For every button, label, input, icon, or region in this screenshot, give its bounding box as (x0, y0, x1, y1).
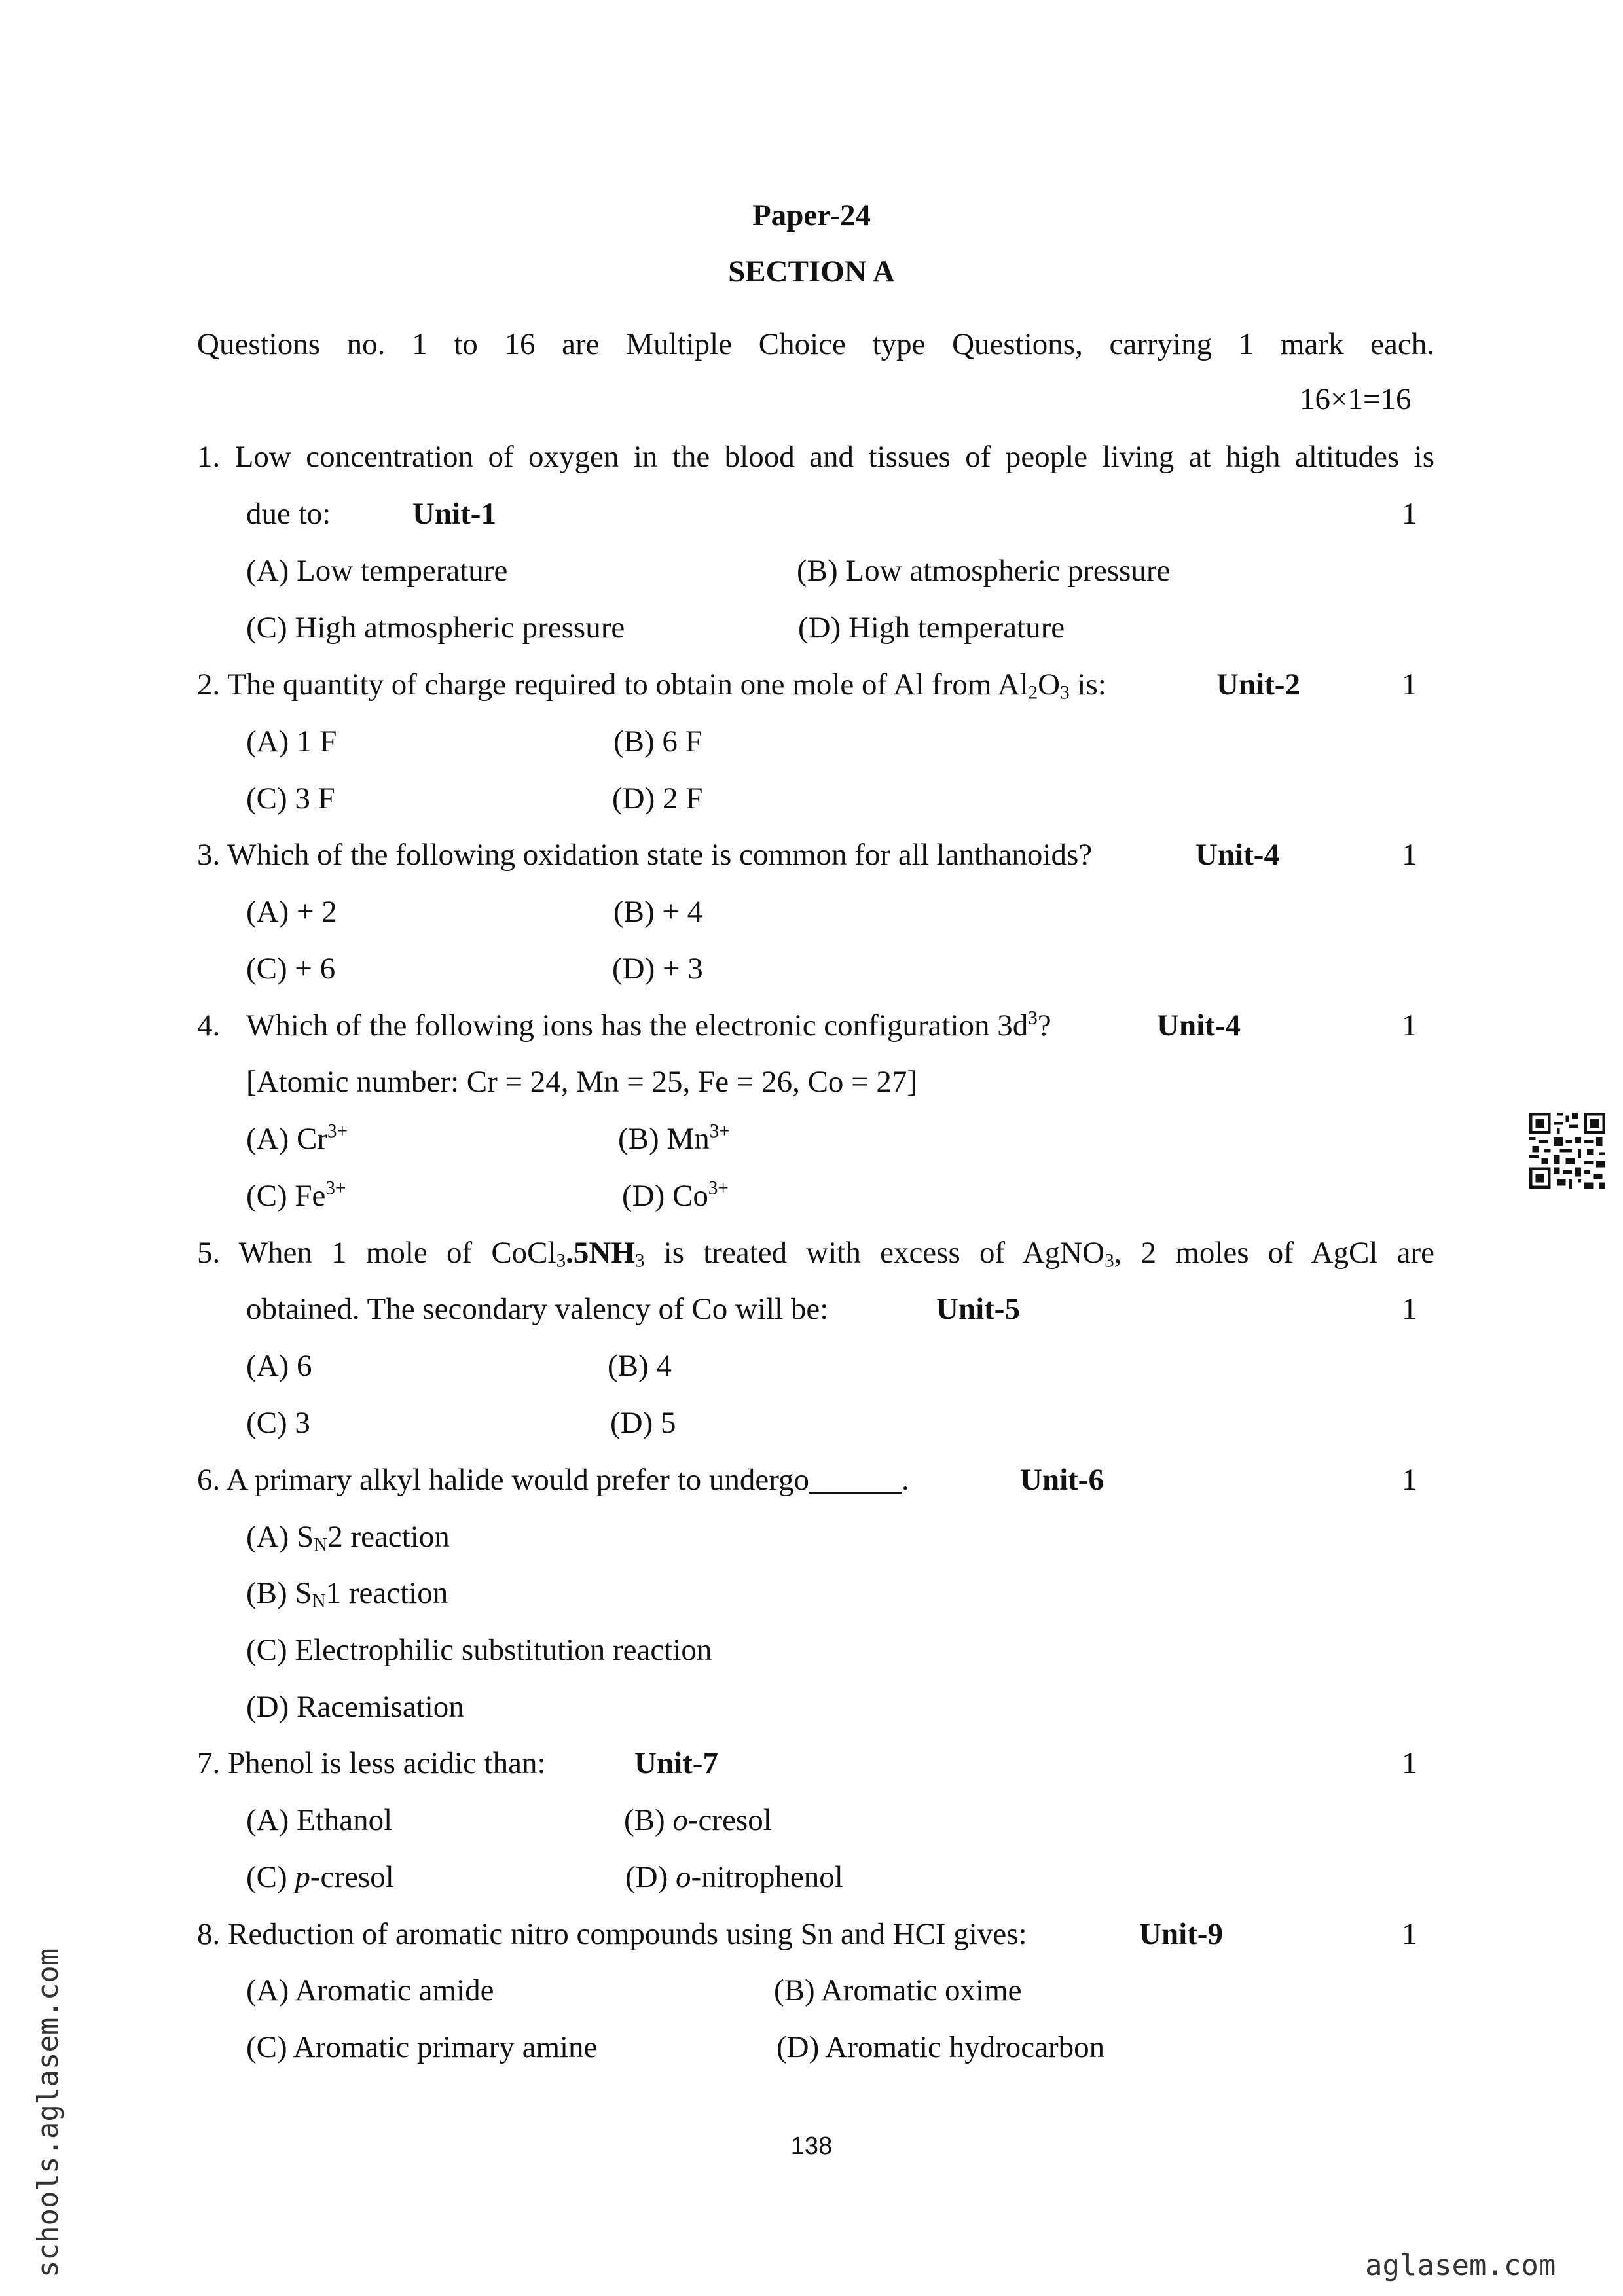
question-5-line2: obtained. The secondary valency of Co will be: (246, 1292, 829, 1326)
unit-label: Unit-2 (1216, 668, 1300, 702)
option-b: (B) + 4 (613, 895, 703, 929)
marks: 1 (1402, 1009, 1417, 1043)
question-7: 7. Phenol is less acidic than: (197, 1746, 546, 1780)
option-c: (C) High atmospheric pressure (246, 611, 625, 645)
question-2: 2. The quantity of charge required to obtain one mole of Al from $Al_2O_3$ is: (197, 668, 1106, 704)
question-3: 3. Which of the following oxidation state is common for all lanthanoids? (197, 838, 1093, 872)
marks: 1 (1402, 1746, 1417, 1780)
instructions-text: Questions no. 1 to 16 are Multiple Choice type Questions, carrying 1 mark each. (197, 327, 1434, 361)
marks: 1 (1402, 497, 1417, 531)
question-4: Which of the following ions has the electronic configuration $3d^3$? (246, 1007, 1051, 1043)
option-b: (B) $Mn^{3+}$ (618, 1121, 730, 1156)
option-b: (B) 4 (608, 1349, 672, 1383)
question-4-line2: [Atomic number: Cr = 24, Mn = 25, Fe = 26, Co = 27] (246, 1065, 918, 1099)
qr-code-icon (1529, 1113, 1605, 1189)
question-4-number: 4. (197, 1009, 221, 1043)
option-a: (A) 1 F (246, 725, 337, 759)
option-c: (C) 3 (246, 1406, 310, 1440)
option-c: (C) p-cresol (246, 1860, 394, 1894)
marks-total: 16×1=16 (1300, 382, 1412, 416)
option-c: (C) Aromatic primary amine (246, 2030, 598, 2064)
option-b: (B) Aromatic oxime (774, 1973, 1022, 2007)
unit-label: Unit-5 (936, 1292, 1020, 1326)
option-a: (A) Aromatic amide (246, 1973, 494, 2007)
option-b: (B) Low atmospheric pressure (797, 554, 1171, 588)
option-c: (C) $Fe^{3+}$ (246, 1177, 346, 1213)
side-watermark: schools.aglasem.com (31, 1948, 65, 2278)
option-c: (C) 3 F (246, 781, 335, 816)
option-b: (B) o-cresol (624, 1803, 772, 1837)
option-b: (B) 6 F (613, 725, 702, 759)
option-d: (D) Aromatic hydrocarbon (776, 2030, 1105, 2064)
section-title: SECTION A (728, 255, 895, 289)
option-d: (D) o-nitrophenol (625, 1860, 843, 1894)
option-d: (D) 5 (610, 1406, 676, 1440)
unit-label: Unit-1 (412, 497, 496, 531)
question-5: 5. When 1 mole of $CoCl_3.5NH_3$ is treated with excess of AgNO$_3$, 2 moles of AgCl are (197, 1236, 1434, 1272)
marks: 1 (1402, 1917, 1417, 1951)
option-a: (A) $S_N2$ reaction (246, 1520, 450, 1556)
option-a: (A) $Cr^{3+}$ (246, 1121, 348, 1156)
option-d: (D) $Co^{3+}$ (622, 1177, 729, 1213)
question-8: 8. Reduction of aromatic nitro compounds using Sn and HCI gives: (197, 1917, 1027, 1951)
marks: 1 (1402, 1463, 1417, 1497)
unit-label: Unit-6 (1020, 1463, 1104, 1497)
marks: 1 (1402, 1292, 1417, 1326)
paper-title: Paper-24 (752, 198, 871, 232)
option-b: (B) $S_N1$ reaction (246, 1576, 448, 1612)
option-a: (A) + 2 (246, 895, 337, 929)
question-1: 1. Low concentration of oxygen in the blood and tissues of people living at high altitudes is (197, 440, 1435, 474)
option-a: (A) Low temperature (246, 554, 508, 588)
option-d: (D) Racemisation (246, 1690, 464, 1724)
option-a: (A) Ethanol (246, 1803, 393, 1837)
corner-watermark: aglasem.com (1365, 2249, 1556, 2282)
unit-label: Unit-4 (1195, 838, 1279, 872)
option-c: (C) + 6 (246, 952, 336, 986)
marks: 1 (1402, 838, 1417, 872)
unit-label: Unit-4 (1157, 1009, 1241, 1043)
unit-label: Unit-7 (634, 1746, 718, 1780)
page-number: 138 (790, 2132, 833, 2160)
marks: 1 (1402, 668, 1417, 702)
option-c: (C) Electrophilic substitution reaction (246, 1633, 712, 1667)
option-d: (D) High temperature (798, 611, 1065, 645)
question-6: 6. A primary alkyl halide would prefer to undergo______. (197, 1463, 909, 1497)
option-a: (A) 6 (246, 1349, 312, 1383)
option-d: (D) 2 F (612, 781, 703, 816)
question-1-line2: due to: (246, 497, 331, 531)
option-d: (D) + 3 (612, 952, 703, 986)
unit-label: Unit-9 (1139, 1917, 1223, 1951)
